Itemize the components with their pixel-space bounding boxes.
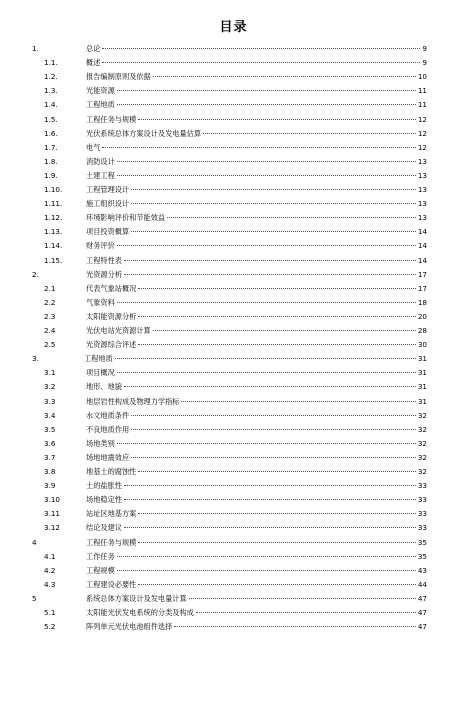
toc-title: 目录: [219, 20, 248, 35]
toc-entry-title: 土的盐胀性: [86, 481, 122, 491]
toc-entry-title: 工程任务与规模: [86, 114, 137, 124]
toc-entry[interactable]: [0, 338, 467, 352]
toc-entry-title: 结论及建议: [86, 523, 122, 533]
toc-dot-leader: [124, 273, 416, 275]
toc-entry-title: 工程规模: [86, 565, 115, 575]
toc-entry-number: 5: [32, 593, 37, 603]
toc-dot-leader: [124, 498, 416, 500]
toc-entry-page: 33: [417, 509, 427, 519]
toc-dot-leader: [189, 597, 416, 599]
toc-entry-title: 消防设计: [86, 156, 115, 166]
toc-entry-number: 3.8: [44, 467, 56, 476]
toc-entry-number: 4: [32, 537, 37, 547]
toc-entry-line: [86, 70, 427, 84]
toc-entry[interactable]: [0, 564, 467, 578]
toc-entry[interactable]: [0, 493, 467, 507]
toc-entry-line: [86, 169, 427, 183]
toc-entry[interactable]: [0, 521, 467, 535]
toc-entry-line: [86, 451, 427, 465]
toc-entry[interactable]: [0, 183, 467, 197]
toc-entry-page: 31: [417, 354, 427, 364]
toc-entry-page: 14: [417, 255, 427, 265]
toc-entry[interactable]: [0, 70, 467, 84]
toc-dot-leader: [174, 625, 416, 627]
toc-entry[interactable]: [0, 84, 467, 98]
toc-entry[interactable]: [0, 352, 467, 366]
toc-entry-title: 气象资料: [86, 297, 115, 307]
toc-entry-line: [86, 268, 427, 282]
toc-entry-page: 33: [417, 495, 427, 505]
toc-entry-page: 31: [417, 396, 427, 406]
toc-entry-number: 1.11.: [44, 199, 63, 209]
toc-entry-page: 31: [417, 382, 427, 392]
toc-entry-title: 光资源分析: [86, 269, 122, 279]
toc-entry-page: 20: [417, 311, 427, 321]
toc-dot-leader: [117, 244, 416, 246]
toc-entry-number: 3.: [32, 354, 39, 364]
toc-entry-line: [86, 113, 427, 127]
toc-dot-leader: [117, 301, 416, 303]
toc-dot-leader: [153, 329, 416, 331]
toc-entry[interactable]: [0, 141, 467, 155]
toc-dot-leader: [153, 75, 416, 77]
toc-entry[interactable]: [0, 550, 467, 564]
toc-entry-number: 3.4: [44, 410, 56, 420]
toc-entry-title: 光资源综合评述: [86, 340, 137, 350]
toc-entry-number: 3.5: [44, 424, 56, 434]
toc-dot-leader: [117, 569, 416, 571]
toc-entry-number: 3.11: [44, 509, 61, 519]
toc-entry[interactable]: [0, 42, 467, 56]
toc-entry-line: [86, 606, 427, 620]
toc-entry-page: 33: [417, 523, 427, 533]
toc-entry-title: 报告编制原则及依据: [86, 72, 151, 82]
toc-entry-page: 11: [417, 86, 427, 96]
toc-entry-number: 1.10.: [44, 185, 63, 194]
toc-dot-leader: [115, 357, 416, 359]
toc-dot-leader: [124, 259, 416, 261]
toc-entry-line: [86, 338, 427, 352]
toc-entry-page: 47: [417, 608, 427, 617]
toc-entry-page: 32: [417, 467, 427, 476]
toc-dot-leader: [138, 583, 416, 585]
toc-entry-page: 47: [417, 622, 427, 632]
toc-dot-leader: [124, 484, 416, 486]
toc-entry-title: 太阳能光伏发电系统的分类及构成: [86, 608, 194, 617]
toc-dot-leader: [167, 216, 416, 218]
toc-entry-number: 1.5.: [44, 114, 58, 124]
toc-entry-page: 13: [417, 156, 427, 166]
toc-entry-page: 14: [417, 241, 427, 251]
toc-entry-line: [86, 197, 427, 211]
toc-entry-line: [86, 127, 427, 141]
toc-entry-number: 1.1.: [44, 58, 58, 68]
toc-dot-leader: [131, 456, 416, 458]
toc-entry-line: [86, 380, 427, 394]
toc-entry-number: 1.9.: [44, 170, 58, 180]
toc-entry-line: [86, 620, 427, 634]
toc-entry-title: 场地稳定性: [86, 495, 122, 505]
toc-entry-page: 30: [417, 340, 427, 350]
toc-entry-number: 4.2: [44, 565, 56, 575]
toc-entry-line: [86, 465, 427, 479]
toc-entry-line: [86, 84, 427, 98]
toc-entry-line: [86, 282, 427, 296]
toc-entry-title: 环境影响评价和节能效益: [86, 213, 166, 223]
toc-entry-title: 光伏系统总体方案设计及发电量估算: [86, 128, 202, 138]
toc-entry-title: 水文地质条件: [86, 410, 130, 420]
toc-entry[interactable]: [0, 451, 467, 465]
toc-entry-page: 13: [417, 170, 427, 180]
toc-entry-number: 1.8.: [44, 156, 58, 166]
toc-entry-number: 5.1: [44, 608, 56, 617]
toc-entry[interactable]: [0, 423, 467, 437]
toc-entry-page: 28: [417, 326, 427, 335]
toc-dot-leader: [138, 541, 416, 543]
toc-entry[interactable]: [0, 310, 467, 324]
toc-entry-number: 1.6.: [44, 128, 58, 138]
toc-entry-page: 13: [417, 185, 427, 194]
toc-entry-page: 44: [417, 579, 427, 589]
toc-entry-page: 14: [417, 227, 427, 237]
toc-entry-title: 概述: [86, 58, 101, 68]
toc-entry-line: [86, 536, 427, 550]
toc-entry[interactable]: [0, 578, 467, 592]
toc-dot-leader: [102, 47, 420, 49]
toc-entry[interactable]: [0, 606, 467, 620]
toc-entry-page: 17: [417, 283, 427, 293]
toc-entry-title: 总论: [86, 44, 101, 53]
toc-entry[interactable]: [0, 239, 467, 253]
toc-dot-leader: [138, 118, 416, 120]
toc-entry-line: [86, 310, 427, 324]
toc-entry-page: 31: [417, 368, 427, 378]
toc-entry-line: [86, 409, 427, 423]
toc-entry-title: 财务评价: [86, 241, 115, 251]
toc-entry[interactable]: [0, 507, 467, 521]
toc-entry-page: 35: [417, 537, 427, 547]
toc-entry-number: 2.1: [44, 283, 56, 293]
toc-entry-title: 场地地震效应: [86, 452, 130, 462]
toc-entry-title: 太阳能资源分析: [86, 311, 137, 321]
toc-entry-number: 1.15.: [44, 255, 63, 265]
toc-entry-line: [86, 296, 427, 310]
toc-entry-number: 4.1: [44, 551, 56, 561]
toc-entry-number: 1.7.: [44, 142, 58, 152]
toc-entry-number: 2.4: [44, 326, 56, 335]
toc-entry-page: 32: [417, 438, 427, 448]
toc-entry-line: [86, 141, 427, 155]
toc-entry-page: 18: [417, 297, 427, 307]
toc-entry[interactable]: [0, 225, 467, 239]
toc-entry-title: 工程任务与规模: [86, 537, 137, 547]
toc-entry-number: 3.2: [44, 382, 56, 392]
toc-dot-leader: [117, 89, 416, 91]
toc-entry-line: [86, 254, 427, 268]
toc-entry-page: 9: [422, 44, 427, 53]
toc-entry[interactable]: [0, 254, 467, 268]
toc-entry-line: [86, 564, 427, 578]
toc-entry-page: 32: [417, 424, 427, 434]
toc-entry[interactable]: [0, 465, 467, 479]
toc-entry-line: [86, 479, 427, 493]
toc-entry-number: 1.13.: [44, 227, 63, 237]
toc-entry[interactable]: [0, 592, 467, 606]
toc-entry-page: 32: [417, 410, 427, 420]
toc-entry-line: [84, 352, 427, 366]
toc-entry[interactable]: [0, 197, 467, 211]
toc-entry-line: [86, 578, 427, 592]
toc-entry-number: 3.10: [44, 495, 61, 505]
toc-entry-title: 电气: [86, 142, 101, 152]
toc-entry[interactable]: [0, 324, 467, 338]
toc-dot-leader: [117, 371, 416, 373]
toc-entry-title: 代表气象站概况: [86, 283, 137, 293]
toc-entry-number: 2.: [32, 269, 39, 279]
toc-entry-line: [86, 493, 427, 507]
toc-dot-leader: [117, 103, 416, 105]
toc-entry-page: 17: [417, 269, 427, 279]
toc-entry-page: 13: [417, 213, 427, 223]
toc-entry[interactable]: [0, 169, 467, 183]
toc-entry-line: [86, 437, 427, 451]
toc-dot-leader: [131, 188, 416, 190]
toc-entry-number: 3.12: [44, 523, 61, 533]
toc-dot-leader: [138, 470, 416, 472]
toc-entry-page: 33: [417, 481, 427, 491]
toc-dot-leader: [196, 611, 416, 613]
toc-entry-line: [86, 395, 427, 409]
toc-entry-number: 3.6: [44, 438, 56, 448]
toc-dot-leader: [131, 428, 416, 430]
toc-dot-leader: [117, 442, 416, 444]
toc-entry-page: 9: [422, 58, 427, 68]
toc-entry-line: [86, 324, 427, 338]
toc-entry-number: 5.2: [44, 622, 56, 632]
toc-entry-page: 11: [417, 100, 427, 110]
toc-dot-leader: [117, 160, 416, 162]
toc-dot-leader: [124, 526, 416, 528]
toc-entry[interactable]: [0, 268, 467, 282]
toc-entry-title: 土建工程: [86, 170, 115, 180]
toc-entry-number: 4.3: [44, 579, 56, 589]
toc-dot-leader: [102, 61, 420, 63]
toc-entry-title: 工程管理设计: [86, 185, 130, 194]
toc-entry-number: 3.1: [44, 368, 56, 378]
toc-dot-leader: [138, 287, 416, 289]
toc-entry-page: 12: [417, 114, 427, 124]
toc-entry-number: 3.3: [44, 396, 56, 406]
toc-entry[interactable]: [0, 479, 467, 493]
toc-entry-page: 13: [417, 199, 427, 209]
toc-entry-number: 1.: [32, 44, 39, 53]
toc-entry-number: 2.5: [44, 340, 56, 350]
toc-entry-page: 43: [417, 565, 427, 575]
toc-entry[interactable]: [0, 282, 467, 296]
toc-entry-line: [86, 239, 427, 253]
toc-entry[interactable]: [0, 113, 467, 127]
toc-entry-page: 12: [417, 142, 427, 152]
toc-entry-number: 3.7: [44, 452, 56, 462]
toc-entry-line: [86, 98, 427, 112]
toc-entry-number: 1.3.: [44, 86, 58, 96]
toc-dot-leader: [181, 400, 415, 402]
toc-entry-line: [86, 366, 427, 380]
toc-entry-page: 10: [417, 72, 427, 82]
toc-entry[interactable]: [0, 155, 467, 169]
toc-entry-number: 2.2: [44, 297, 56, 307]
toc-entry[interactable]: [0, 56, 467, 70]
toc-entry-line: [86, 42, 427, 56]
toc-entry-title: 工程建设必要性: [86, 579, 137, 589]
toc-entry-number: 1.2.: [44, 72, 58, 82]
toc-entry-line: [86, 507, 427, 521]
toc-entry-title: 光伏电站光资源计算: [86, 326, 151, 335]
toc-entry-number: 1.4.: [44, 100, 58, 110]
toc-entry[interactable]: [0, 395, 467, 409]
toc-entry-title: 项目投资概算: [86, 227, 130, 237]
toc-entry-line: [86, 550, 427, 564]
toc-entry-title: 工程地质: [84, 354, 113, 364]
toc-dot-leader: [138, 315, 416, 317]
toc-entry[interactable]: [0, 98, 467, 112]
toc-entry-number: 3.9: [44, 481, 56, 491]
toc-entry-line: [86, 592, 427, 606]
toc-entry-title: 站址区地基方案: [86, 509, 137, 519]
toc-entry-line: [86, 211, 427, 225]
toc-entry-title: 地形、地貌: [86, 382, 122, 392]
toc-dot-leader: [124, 385, 416, 387]
toc-entry-line: [86, 183, 427, 197]
toc-dot-leader: [131, 202, 416, 204]
toc-entry[interactable]: [0, 437, 467, 451]
toc-entry-title: 系统总体方案设计及发电量计算: [86, 593, 187, 603]
toc-entry-title: 地层岩性构成及物理力学指标: [86, 396, 180, 406]
toc-entry-number: 1.12.: [44, 213, 63, 223]
toc-entry-title: 不良地质作用: [86, 424, 130, 434]
toc-dot-leader: [138, 343, 416, 345]
toc-entry-page: 35: [417, 551, 427, 561]
toc-dot-leader: [203, 132, 416, 134]
toc-entry-title: 场地类别: [86, 438, 115, 448]
toc-entry-page: 32: [417, 452, 427, 462]
toc-entry-title: 工作任务: [86, 551, 115, 561]
toc-entry-page: 47: [417, 593, 427, 603]
toc-entry[interactable]: [0, 366, 467, 380]
toc-entry-page: 12: [417, 128, 427, 138]
toc-entry[interactable]: [0, 536, 467, 550]
toc-entry-line: [86, 423, 427, 437]
toc-dot-leader: [131, 414, 416, 416]
toc-entry[interactable]: [0, 211, 467, 225]
toc-dot-leader: [102, 146, 415, 148]
toc-entry[interactable]: [0, 409, 467, 423]
toc-entry-title: 项目概况: [86, 368, 115, 378]
toc-entry-title: 工程地质: [86, 100, 115, 110]
toc-entry-line: [86, 56, 427, 70]
toc-entry-line: [86, 155, 427, 169]
toc-entry[interactable]: [0, 127, 467, 141]
toc-entry-title: 地基土的腐蚀性: [86, 467, 137, 476]
toc-entry[interactable]: [0, 296, 467, 310]
toc-dot-leader: [117, 174, 416, 176]
toc-entry-title: 施工组织设计: [86, 199, 130, 209]
toc-entry[interactable]: [0, 380, 467, 394]
toc-entry-title: 工程特性表: [86, 255, 122, 265]
toc-entry-line: [86, 225, 427, 239]
toc-entry-title: 阵列单元光伏电池组件选择: [86, 622, 173, 632]
toc-entry[interactable]: [0, 620, 467, 634]
toc-entry-line: [86, 521, 427, 535]
toc-entry-title: 光能资源: [86, 86, 115, 96]
toc-dot-leader: [131, 230, 416, 232]
toc-entry-number: 1.14.: [44, 241, 63, 251]
toc-dot-leader: [138, 512, 416, 514]
toc-dot-leader: [117, 555, 416, 557]
toc-entry-number: 2.3: [44, 311, 56, 321]
